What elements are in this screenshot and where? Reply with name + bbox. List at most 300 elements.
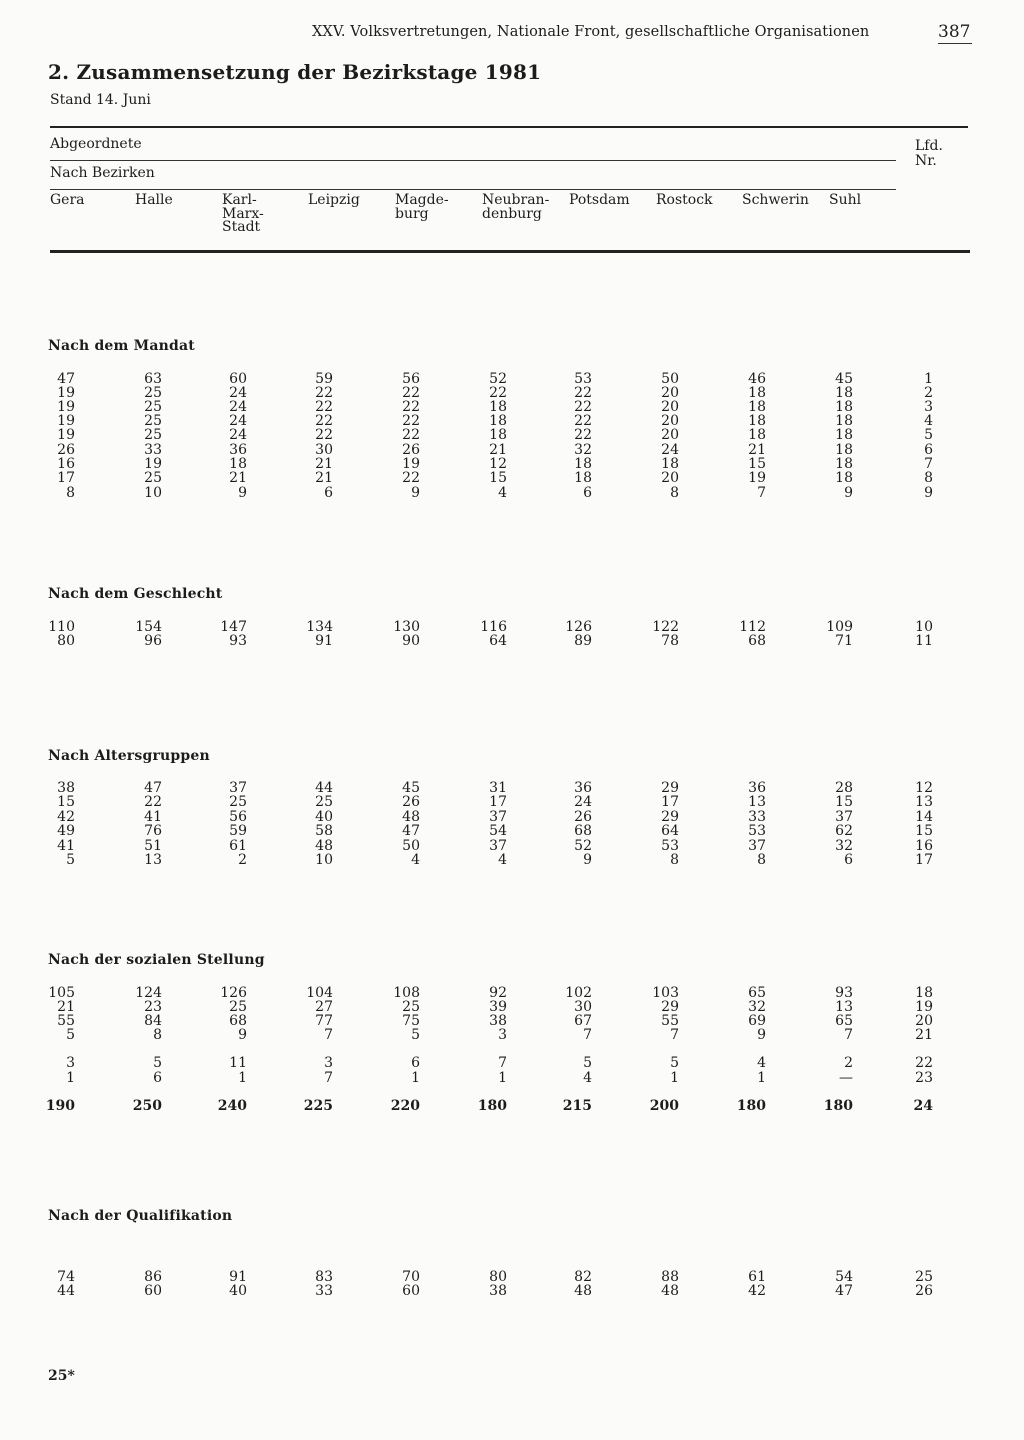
table-cell: 28 (835, 780, 853, 796)
table-cell: 40 (315, 809, 333, 825)
column-header: Karl- Marx- Stadt (222, 192, 264, 235)
table-cell: 180 (736, 1098, 766, 1114)
table-cell: 7 (583, 1027, 592, 1043)
group-label: Nach der sozialen Stellung (48, 952, 265, 968)
table-cell: — (839, 1070, 853, 1086)
table-cell: 1 (757, 1070, 766, 1086)
total-row (0, 1099, 1024, 1113)
table-cell: 56 (402, 371, 420, 387)
table-cell: 4 (498, 485, 507, 501)
row-number: 9 (924, 485, 933, 501)
table-cell: 10 (315, 852, 333, 868)
table-cell: 40 (229, 1283, 247, 1299)
table-cell: 82 (574, 1269, 592, 1285)
table-cell: 25 (315, 794, 333, 810)
column-header: Potsdam (569, 192, 630, 208)
table-cell: 53 (661, 838, 679, 854)
table-cell: 78 (661, 633, 679, 649)
table-cell: 15 (748, 456, 766, 472)
table-cell: 88 (661, 1269, 679, 1285)
table-cell: 69 (748, 1013, 766, 1029)
table-cell: 18 (748, 427, 766, 443)
table-cell: 31 (489, 780, 507, 796)
table-header-bottom-rule (50, 250, 970, 253)
table-cell: 17 (661, 794, 679, 810)
table-cell: 15 (489, 470, 507, 486)
table-cell: 60 (229, 371, 247, 387)
table-cell: 12 (489, 456, 507, 472)
table-cell: 22 (402, 413, 420, 429)
table-cell: 4 (757, 1055, 766, 1071)
table-cell: 53 (748, 823, 766, 839)
table-cell: 44 (315, 780, 333, 796)
row-number: 20 (915, 1013, 933, 1029)
table-cell: 4 (498, 852, 507, 868)
table-cell: 6 (844, 852, 853, 868)
table-cell: 19 (57, 413, 75, 429)
table-cell: 22 (315, 427, 333, 443)
row-number: 8 (924, 470, 933, 486)
table-cell: 18 (835, 470, 853, 486)
table-cell: 42 (57, 809, 75, 825)
table-cell: 17 (57, 470, 75, 486)
table-cell: 2 (844, 1055, 853, 1071)
table-cell: 86 (144, 1269, 162, 1285)
table-cell: 109 (826, 619, 853, 635)
row-number: 26 (915, 1283, 933, 1299)
table-cell: 24 (574, 794, 592, 810)
table-cell: 41 (144, 809, 162, 825)
table-cell: 68 (748, 633, 766, 649)
table-cell: 49 (57, 823, 75, 839)
table-cell: 25 (144, 427, 162, 443)
table-cell: 33 (748, 809, 766, 825)
table-cell: 65 (835, 1013, 853, 1029)
table-cell: 89 (574, 633, 592, 649)
table-cell: 18 (574, 456, 592, 472)
table-cell: 29 (661, 809, 679, 825)
table-cell: 61 (229, 838, 247, 854)
table-cell: 68 (574, 823, 592, 839)
row-number: 18 (915, 985, 933, 1001)
column-header: Gera (50, 192, 85, 208)
table-cell: 18 (489, 427, 507, 443)
table-cell: 76 (144, 823, 162, 839)
table-cell: 20 (661, 399, 679, 415)
table-cell: 91 (229, 1269, 247, 1285)
table-cell: 42 (748, 1283, 766, 1299)
table-cell: 9 (583, 852, 592, 868)
table-cell: 36 (574, 780, 592, 796)
table-cell: 8 (670, 485, 679, 501)
table-cell: 33 (144, 442, 162, 458)
table-cell: 200 (649, 1098, 679, 1114)
table-cell: 23 (144, 999, 162, 1015)
table-cell: 18 (835, 427, 853, 443)
table-cell: 26 (402, 794, 420, 810)
table-row (0, 428, 1024, 442)
table-cell: 2 (238, 852, 247, 868)
table-cell: 37 (748, 838, 766, 854)
table-cell: 52 (574, 838, 592, 854)
table-cell: 18 (835, 442, 853, 458)
column-header: Rostock (656, 192, 713, 208)
table-row (0, 1071, 1024, 1085)
row-number: 17 (915, 852, 933, 868)
table-row (0, 471, 1024, 485)
table-cell: 18 (835, 385, 853, 401)
table-cell: 50 (661, 371, 679, 387)
table-cell: 58 (315, 823, 333, 839)
table-cell: 3 (324, 1055, 333, 1071)
table-cell: 5 (66, 852, 75, 868)
row-number: 4 (924, 413, 933, 429)
table-cell: 22 (315, 413, 333, 429)
table-cell: 18 (574, 470, 592, 486)
table-row (0, 1028, 1024, 1042)
stand-date: Stand 14. Juni (50, 92, 151, 108)
table-cell: 22 (315, 399, 333, 415)
table-cell: 9 (411, 485, 420, 501)
table-cell: 225 (303, 1098, 333, 1114)
table-cell: 46 (748, 371, 766, 387)
table-cell: 70 (402, 1269, 420, 1285)
table-cell: 62 (835, 823, 853, 839)
table-cell: 50 (402, 838, 420, 854)
table-cell: 180 (823, 1098, 853, 1114)
table-cell: 13 (835, 999, 853, 1015)
group-label: Nach dem Mandat (48, 338, 195, 354)
row-number: 22 (915, 1055, 933, 1071)
row-number: 10 (915, 619, 933, 635)
table-cell: 80 (489, 1269, 507, 1285)
table-cell: 15 (57, 794, 75, 810)
nach-bezirken-label: Nach Bezirken (50, 165, 155, 181)
table-cell: 108 (393, 985, 420, 1001)
table-cell: 13 (748, 794, 766, 810)
table-cell: 18 (489, 399, 507, 415)
table-row (0, 824, 1024, 838)
table-cell: 55 (661, 1013, 679, 1029)
table-cell: 64 (661, 823, 679, 839)
table-cell: 24 (229, 385, 247, 401)
table-cell: 63 (144, 371, 162, 387)
row-number: 15 (915, 823, 933, 839)
table-cell: 6 (153, 1070, 162, 1086)
table-cell: 18 (748, 413, 766, 429)
table-cell: 80 (57, 633, 75, 649)
column-header: Magde- burg (395, 192, 449, 222)
page-number: 387 (938, 22, 971, 42)
row-number: 25 (915, 1269, 933, 1285)
table-cell: 24 (229, 399, 247, 415)
row-number: 6 (924, 442, 933, 458)
row-number: 2 (924, 385, 933, 401)
table-cell: 19 (57, 427, 75, 443)
table-cell: 15 (835, 794, 853, 810)
table-cell: 19 (57, 399, 75, 415)
table-cell: 36 (229, 442, 247, 458)
table-row (0, 1056, 1024, 1070)
table-cell: 130 (393, 619, 420, 635)
table-cell: 19 (144, 456, 162, 472)
group-label: Nach dem Geschlecht (48, 586, 223, 602)
table-cell: 37 (489, 838, 507, 854)
table-cell: 112 (739, 619, 766, 635)
table-cell: 27 (315, 999, 333, 1015)
table-cell: 20 (661, 385, 679, 401)
table-cell: 6 (411, 1055, 420, 1071)
table-cell: 10 (144, 485, 162, 501)
abgeordnete-label: Abgeordnete (50, 136, 142, 152)
row-number: 7 (924, 456, 933, 472)
table-cell: 105 (48, 985, 75, 1001)
table-cell: 59 (315, 371, 333, 387)
table-cell: 67 (574, 1013, 592, 1029)
table-cell: 22 (402, 385, 420, 401)
table-cell: 6 (583, 485, 592, 501)
table-cell: 26 (57, 442, 75, 458)
header-rule-1 (50, 160, 896, 161)
table-cell: 64 (489, 633, 507, 649)
table-cell: 13 (144, 852, 162, 868)
table-cell: 45 (402, 780, 420, 796)
table-cell: 21 (57, 999, 75, 1015)
table-cell: 33 (315, 1283, 333, 1299)
row-number: 21 (915, 1027, 933, 1043)
lfd-nr-label: Lfd. Nr. (915, 138, 943, 169)
table-cell: 56 (229, 809, 247, 825)
table-cell: 16 (57, 456, 75, 472)
table-cell: 190 (45, 1098, 75, 1114)
table-cell: 103 (652, 985, 679, 1001)
table-cell: 4 (583, 1070, 592, 1086)
table-cell: 37 (489, 809, 507, 825)
table-cell: 54 (489, 823, 507, 839)
table-cell: 20 (661, 413, 679, 429)
header-rule-2 (50, 189, 896, 190)
table-cell: 48 (574, 1283, 592, 1299)
table-cell: 20 (661, 427, 679, 443)
table-cell: 126 (565, 619, 592, 635)
row-number: 16 (915, 838, 933, 854)
table-cell: 17 (489, 794, 507, 810)
table-cell: 38 (489, 1013, 507, 1029)
table-cell: 21 (315, 470, 333, 486)
row-number: 11 (915, 633, 933, 649)
table-cell: 26 (402, 442, 420, 458)
table-cell: 5 (66, 1027, 75, 1043)
table-cell: 154 (135, 619, 162, 635)
table-cell: 220 (390, 1098, 420, 1114)
table-cell: 9 (238, 485, 247, 501)
table-cell: 55 (57, 1013, 75, 1029)
table-cell: 53 (574, 371, 592, 387)
table-cell: 39 (489, 999, 507, 1015)
table-cell: 110 (48, 619, 75, 635)
column-header: Halle (135, 192, 173, 208)
table-cell: 3 (498, 1027, 507, 1043)
table-cell: 90 (402, 633, 420, 649)
table-cell: 5 (153, 1055, 162, 1071)
table-cell: 84 (144, 1013, 162, 1029)
page-number-rule (938, 43, 972, 44)
column-header: Suhl (829, 192, 862, 208)
column-header: Schwerin (742, 192, 809, 208)
table-cell: 41 (57, 838, 75, 854)
table-cell: 4 (411, 852, 420, 868)
running-header: XXV. Volksvertretungen, Nationale Front, gesellschaftliche Organisationen (312, 24, 870, 40)
table-cell: 18 (835, 413, 853, 429)
table-cell: 18 (835, 456, 853, 472)
table-cell: 124 (135, 985, 162, 1001)
table-cell: 11 (229, 1055, 247, 1071)
table-cell: 36 (748, 780, 766, 796)
table-cell: 25 (144, 399, 162, 415)
row-number: 3 (924, 399, 933, 415)
table-cell: 147 (220, 619, 247, 635)
table-cell: 134 (306, 619, 333, 635)
table-cell: 8 (66, 485, 75, 501)
table-cell: 7 (670, 1027, 679, 1043)
table-cell: 25 (144, 470, 162, 486)
table-cell: 26 (574, 809, 592, 825)
table-cell: 19 (748, 470, 766, 486)
table-cell: 7 (844, 1027, 853, 1043)
column-header: Leipzig (308, 192, 360, 208)
table-cell: 1 (411, 1070, 420, 1086)
row-number: 19 (915, 999, 933, 1015)
table-cell: 18 (489, 413, 507, 429)
table-cell: 24 (229, 427, 247, 443)
table-cell: 61 (748, 1269, 766, 1285)
table-row (0, 853, 1024, 867)
table-cell: 25 (402, 999, 420, 1015)
table-cell: 5 (411, 1027, 420, 1043)
row-number: 23 (915, 1070, 933, 1086)
group-label: Nach der Qualifikation (48, 1208, 233, 1224)
table-row (0, 795, 1024, 809)
table-cell: 75 (402, 1013, 420, 1029)
row-number: 14 (915, 809, 933, 825)
table-cell: 25 (144, 413, 162, 429)
table-cell: 21 (489, 442, 507, 458)
table-cell: 104 (306, 985, 333, 1001)
table-cell: 250 (132, 1098, 162, 1114)
table-cell: 93 (229, 633, 247, 649)
table-cell: 38 (57, 780, 75, 796)
table-cell: 8 (670, 852, 679, 868)
table-cell: 37 (835, 809, 853, 825)
table-cell: 1 (498, 1070, 507, 1086)
table-cell: 21 (229, 470, 247, 486)
table-cell: 54 (835, 1269, 853, 1285)
table-cell: 59 (229, 823, 247, 839)
table-cell: 45 (835, 371, 853, 387)
table-cell: 92 (489, 985, 507, 1001)
table-cell: 60 (402, 1283, 420, 1299)
table-cell: 74 (57, 1269, 75, 1285)
table-cell: 29 (661, 999, 679, 1015)
table-cell: 8 (757, 852, 766, 868)
table-cell: 22 (574, 385, 592, 401)
table-cell: 18 (229, 456, 247, 472)
table-cell: 18 (661, 456, 679, 472)
table-cell: 25 (144, 385, 162, 401)
table-cell: 25 (229, 794, 247, 810)
table-cell: 44 (57, 1283, 75, 1299)
table-row (0, 1284, 1024, 1298)
table-cell: 60 (144, 1283, 162, 1299)
table-cell: 24 (229, 413, 247, 429)
table-cell: 83 (315, 1269, 333, 1285)
table-cell: 32 (748, 999, 766, 1015)
table-cell: 96 (144, 633, 162, 649)
table-cell: 22 (402, 427, 420, 443)
table-cell: 65 (748, 985, 766, 1001)
row-number: 5 (924, 427, 933, 443)
table-cell: 22 (315, 385, 333, 401)
table-cell: 22 (574, 413, 592, 429)
table-cell: 1 (66, 1070, 75, 1086)
table-cell: 7 (324, 1070, 333, 1086)
column-header: Neubran- denburg (482, 192, 550, 222)
table-cell: 48 (402, 809, 420, 825)
table-cell: 71 (835, 633, 853, 649)
table-cell: 52 (489, 371, 507, 387)
table-cell: 8 (153, 1027, 162, 1043)
table-cell: 102 (565, 985, 592, 1001)
table-cell: 240 (217, 1098, 247, 1114)
table-cell: 5 (583, 1055, 592, 1071)
table-cell: 68 (229, 1013, 247, 1029)
table-cell: 1 (238, 1070, 247, 1086)
table-cell: 22 (144, 794, 162, 810)
table-cell: 6 (324, 485, 333, 501)
table-cell: 22 (402, 399, 420, 415)
table-cell: 126 (220, 985, 247, 1001)
table-cell: 7 (498, 1055, 507, 1071)
table-cell: 18 (835, 399, 853, 415)
table-cell: 24 (661, 442, 679, 458)
table-cell: 37 (229, 780, 247, 796)
table-cell: 9 (238, 1027, 247, 1043)
signature-mark: 25* (48, 1368, 75, 1384)
table-cell: 19 (57, 385, 75, 401)
table-cell: 7 (324, 1027, 333, 1043)
row-number: 13 (915, 794, 933, 810)
table-cell: 116 (480, 619, 507, 635)
table-cell: 47 (57, 371, 75, 387)
table-cell: 19 (402, 456, 420, 472)
table-cell: 20 (661, 470, 679, 486)
table-cell: 30 (574, 999, 592, 1015)
section-title: 2. Zusammensetzung der Bezirkstage 1981 (48, 60, 542, 84)
table-cell: 29 (661, 780, 679, 796)
table-cell: 5 (670, 1055, 679, 1071)
table-cell: 47 (144, 780, 162, 796)
table-row (0, 486, 1024, 500)
row-number: 12 (915, 780, 933, 796)
table-cell: 7 (757, 485, 766, 501)
table-cell: 215 (562, 1098, 592, 1114)
table-cell: 22 (489, 385, 507, 401)
table-cell: 47 (402, 823, 420, 839)
table-cell: 18 (748, 385, 766, 401)
table-cell: 1 (670, 1070, 679, 1086)
table-cell: 9 (844, 485, 853, 501)
table-cell: 48 (661, 1283, 679, 1299)
